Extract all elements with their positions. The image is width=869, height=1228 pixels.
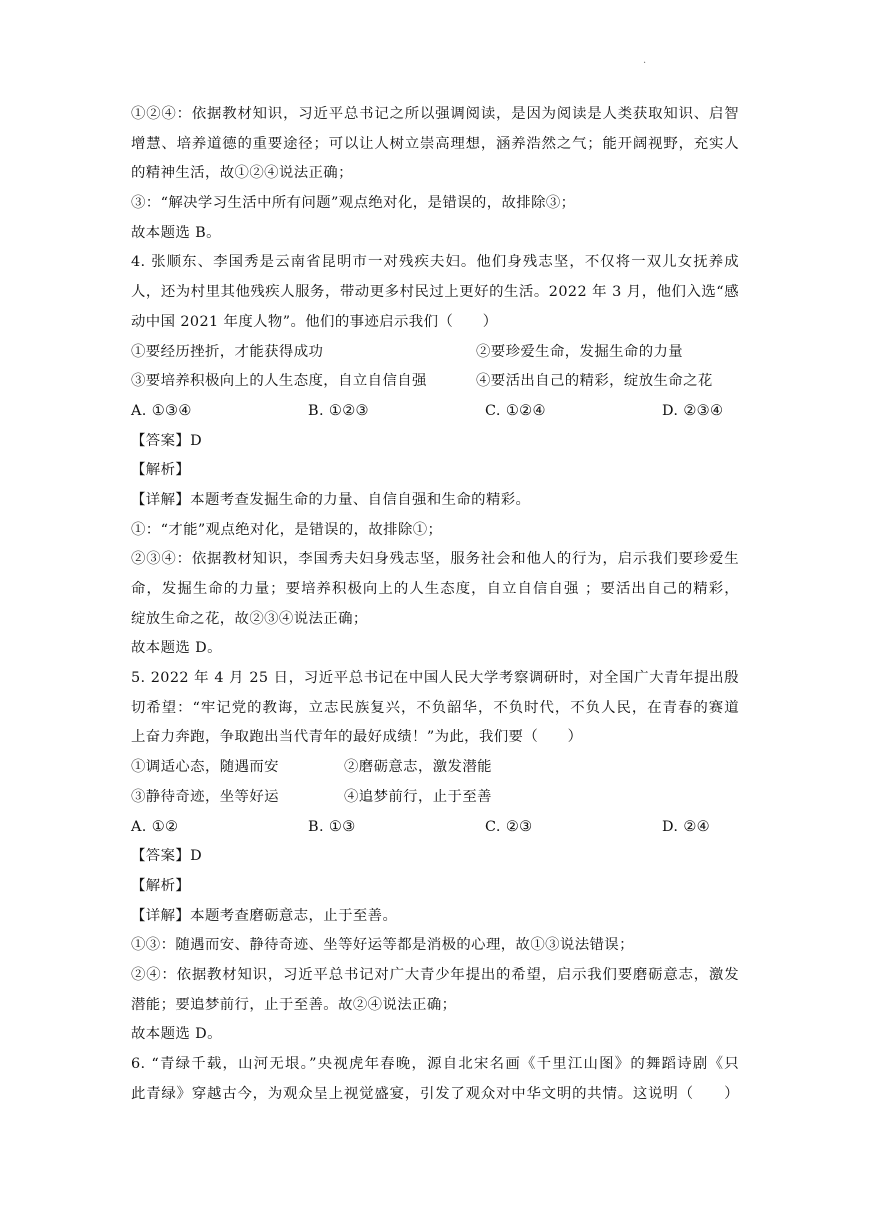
statement: ③静待奇迹，坐等好运 [131,788,279,805]
option-c: C. ①②④ [485,402,546,419]
detail-line: ②③④：依据教材知识，李国秀夫妇身残志坚，服务社会和他人的行为，启示我们要珍爱生 [131,551,739,568]
text-line: 的精神生活，故①②④说法正确； [131,165,353,182]
question-stem-line: 此青绿》穿越古今，为观众呈上视觉盛宴，引发了观众对中华文明的共情。这说明（ ） [131,1085,739,1102]
detail-line: 故本题选 D。 [131,1026,222,1043]
question-stem-line: 6. “青绿千载，山河无垠。”央视虎年春晚，源自北宋名画《千里江山图》的舞蹈诗剧《只 [131,1056,739,1072]
question-stem-line: 人，还为村里其他残疾人服务，带动更多村民过上更好的生活。2022 年 3 月，他们入选“感 [131,284,739,301]
analysis-label: 【解析】 [131,462,191,479]
question-stem-line: 切希望：“牢记党的教诲，立志民族复兴，不负韶华，不负时代，不负人民，在青春的赛道 [131,699,739,716]
statement: ②磨砺意志，激发潜能 [344,759,492,776]
header-mark: · [643,58,647,69]
question-6 [131,1050,739,1109]
detail-line: 绽放生命之花，故②③④说法正确； [131,610,368,627]
answer-label: 【答案】D [131,432,203,449]
detail-line: ②④：依据教材知识，习近平总书记对广大青少年提出的希望，启示我们要磨砺意志，激发 [131,966,739,983]
document-body [131,100,739,1109]
question-stem-line: 5. 2022 年 4 月 25 日，习近平总书记在中国人民大学考察调研时，对全国广大青年提出殷 [131,670,739,687]
statement: ③要培养积极向上的人生态度，自立自信自强 [131,373,427,390]
option-d: D. ②④ [662,818,710,835]
option-b: B. ①③ [308,818,356,835]
option-c: C. ②③ [485,818,533,835]
text-line: 增慧、培养道德的重要途径；可以让人树立崇高理想，涵养浩然之气；能开阔视野，充实人 [131,135,739,152]
statement: ①要经历挫折，才能获得成功 [131,343,324,360]
statement: ①调适心态，随遇而安 [131,759,279,776]
question-stem-line: 4. 张顺东、李国秀是云南省昆明市一对残疾夫妇。他们身残志坚，不仅将一双儿女抚养成 [131,254,739,271]
analysis-label: 【解析】 [131,877,191,894]
statement: ④追梦前行，止于至善 [344,788,492,805]
detail-line: ①③：随遇而安、静待奇迹、坐等好运等都是消极的心理，故①③说法错误； [131,937,634,954]
statement: ②要珍爱生命，发掘生命的力量 [476,343,684,360]
detail-line: 【详解】本题考查磨砺意志，止于至善。 [131,907,398,924]
detail-line: 命，发掘生命的力量；要培养积极向上的人生态度，自立自信自强 ；要活出自己的精彩， [131,581,739,597]
question-5 [131,664,739,1050]
text-line: 故本题选 B。 [131,224,221,241]
detail-line: 潜能；要追梦前行，止于至善。故②④说法正确； [131,996,457,1013]
option-b: B. ①②③ [308,402,369,419]
answer-label: 【答案】D [131,848,203,865]
statement: ④要活出自己的精彩，绽放生命之花 [476,373,713,390]
text-line: ③：“解决学习生活中所有问题”观点绝对化，是错误的，故排除③； [131,195,576,212]
detail-line: ①：“才能”观点绝对化，是错误的，故排除①； [131,521,443,538]
option-d: D. ②③④ [662,402,724,419]
detail-line: 故本题选 D。 [131,640,222,657]
statement-row [131,367,739,397]
detail-line: 【详解】本题考查发掘生命的力量、自信自强和生命的精彩。 [131,491,531,508]
option-a: A. ①② [131,818,179,835]
statement-row [131,338,739,368]
statement-row [131,753,739,783]
question-stem-line: 上奋力奔跑，争取跑出当代青年的最好成绩！”为此，我们要（ ） [131,729,583,746]
statement-row [131,783,739,813]
options-row [131,397,739,427]
text-line: ①②④：依据教材知识，习近平总书记之所以强调阅读，是因为阅读是人类获取知识、启智 [131,106,739,122]
question-4 [131,248,739,664]
question-stem-line: 动中国 2021 年度人物”。他们的事迹启示我们（ ） [131,313,498,330]
option-a: A. ①③④ [131,402,192,419]
options-row [131,813,739,843]
